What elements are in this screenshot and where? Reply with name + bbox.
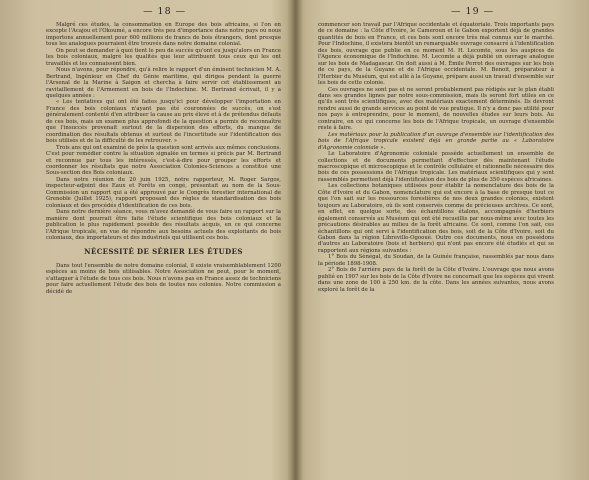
list-item: 2° Bois de l'arrière pays de la forêt de la Côte d'Ivoire. L'ouvrage que nous avons publié en 1907 sur les bois de la Côte d'Ivoire ne concernait que les espèces qui vivent dans une zone de 100 à 250 km. de la côte. Dans les années suivantes, nous avons exploré la forêt de la: [318, 267, 554, 293]
paragraph: Trois ans qui ont examiné de près la question sont arrivés aux mêmes conclusions. C'est pour remédier contre la situation signalée en termes si précis par M. Bertrand et reconnue par tous les intéressés, c'est-à-dire pour grouper les efforts et coordonner les résultats que notre Association Colonies-Sciences a constitué une Sous-section des Bois coloniaux.: [46, 144, 281, 177]
book-gutter: [287, 0, 303, 480]
paragraph: Ces ouvrages ne sont pas et ne seront probablement pas rédigés sur le plan établi dans ses grandes lignes par notre sous-commission, mais ils seront fort utiles en ce qu'ils sont très scientifiques, avec des matériaux exactement déterminés. Ils devront rendre aussi de grands services au point de vue pratique. Il n'y a donc pas utilité pour nos pays à entreprendre, pour le moment, de nouvelles études sur leurs bois. Au contraire, en ce qui concerne les bois de l'Afrique tropicale, un ouvrage d'ensemble reste à faire.: [318, 86, 554, 132]
right-page-number: — 19 —: [451, 6, 495, 17]
paragraph: Nous n'avons, pour répondre, qu'à relire le rapport d'un éminent technicien M. A. Bertrand, Ingénieur en Chef du Génie maritime, qui dirigea pendant la guerre l'Arsenal de la Marine à Saigon et chercha à faire servir cet établissement au ravitaillement de l'Armement en bois de l'Indochine. M. Bertrand écrivait, il y a quelques années :: [46, 67, 281, 99]
paragraph: Dans tout l'ensemble de notre domaine colonial, il existe vraisemblablement 1200 espèces au moins de bois utilisables. Notre Association ne peut, pour le moment, s'attaquer à l'étude de tous ces bois. Nous n'avons pas en France assez de techniciens pour faire actuellement l'étude des bois de toutes nos colonies. Notre commission a décidé de: [46, 262, 281, 295]
paragraph: Dans notre réunion du 20 juin 1925, notre rapporteur, M. Roger Sargos, inspecteur-adjoint des Eaux et Forêts en congé, présentait au nom de la Sous-Commission un rapport qui a été approuvé par le Congrès forestier international de Grenoble (Juillet 1925), rapport proposant des règles de standardisation des bois coloniaux et des procédés d'identification de ces bois.: [46, 176, 281, 209]
list-item: 1° Bois du Sénégal, du Soudan, de la Guinée française, rassemblés par nous dans la période 1898-1908.: [318, 254, 554, 267]
left-page-number: — 18 —: [143, 6, 187, 17]
section-heading: NÉCESSITÉ DE SÉRIER LES ÉTUDES: [84, 247, 243, 257]
italic-paragraph: Les matériaux pour la publication d'un ouvrage d'ensemble sur l'identification des bois de l'Afrique tropicale existent déjà en grande partie au « Laboratoire d'Agronomie coloniale ».: [318, 131, 554, 151]
right-page: [295, 0, 589, 480]
paragraph: Malgré ces études, la consommation en Europe des bois africains, si l'on en excepte l'Acajou et l'Okoumé, a encore très peu d'importance dans notre pays où nous importons annuellement pour 600 millions de francs de bois étrangers, dont presque tous les analogues pourraient être trouvés dans notre domaine colonial.: [46, 22, 281, 48]
paragraph: « Les tentatives qui ont été faites jusqu'ici pour développer l'importation en France des bois coloniaux n'ayant pas été couronnées de succès, on s'est généralement contenté d'en attribuer la cause au prix élevé et à de prétendus défauts de ces bois, mais un examen plus approfondi de la question a permis de reconnaître que l'insuccès provenait surtout de la dispersion des efforts, du manque de coordination des résultats obtenus et surtout de l'incertitude sur l'identification des bois utilisés et de la difficulté de les retrouver. »: [46, 99, 281, 145]
left-page: [0, 0, 294, 480]
left-text-column: [46, 22, 281, 295]
right-text-column: [318, 22, 554, 293]
paragraph: commencer son travail par l'Afrique occidentale et équatoriale. Trois importants pays de ce domaine : la Côte d'Ivoire, le Cameroun et le Gabon exportent déjà de grandes quantités de bois en France, et ces bois sont encore très mal connus sur le marché. Pour l'Indochine, il existera bientôt un remarquable ouvrage consacré à l'identification des bois, ouvrage que publie en ce moment M. H. Lecomte, sous les auspices de l'Agence économique de l'Indochine. M. Lecomte a déjà publié un ouvrage analogue sur les bois de Madagascar. On doit aussi à M. Émile Perrot des ouvrages sur les bois de ce pays, de la Guyane et de l'Afrique occidentale. M. Benoit, préparateur à l'Herbier du Muséum, qui est allé à la Guyane, prépare aussi un travail d'ensemble sur les bois de cette colonie.: [318, 22, 554, 87]
paragraph: Les collections botaniques utilisées pour établir la nomenclature des bois de la Côte d'Ivoire et du Gabon, nomenclature qui est encore à la base de presque tout ce que l'on sait sur les ressources forestières de nos deux grandes colonies, existent toujours au Laboratoire, où ils sont conservés comme de précieuses archives. Ce sont, en effet, en quelque sorte, des échantillons étalons, accompagnés d'herbiers également conservés au Muséum qui ont été recueillis par nous-même avec toutes les précautions désirables au milieu de la forêt africaine. Ce sont, comme l'on sait, ces échantillons qui ont servi à l'identification des bois, soit de la Côte d'Ivoire, soit du Gabon dans la région Libreville-Ogooué. Outre ces documents, nous en possédons d'autres au Laboratoire (bois et herbiers) qui n'ont pas encore été étudiés et qui se rapportent aux régions suivantes :: [318, 183, 554, 254]
paragraph: On peut se demander à quoi tient le peu de succès qu'ont eu jusqu'alors en France les bois coloniaux, malgré les qualités que leur attribuent tous ceux qui les ont travaillés et les connaissent bien.: [46, 47, 281, 67]
paragraph: Dans notre dernière séance, vous m'avez demandé de vous faire un rapport sur la manière dont pourrait être faite l'étude scientifique des bois coloniaux et la publication le plus rapidement possible des résultats acquis, en ce qui concerne l'Afrique tropicale, en vue de répondre aux besoins actuels des exploitants de bois coloniaux, des importateurs et des industriels qui utilisent ces bois.: [46, 209, 281, 241]
paragraph: Le Laboratoire d'Agronomie coloniale possède actuellement un ensemble de collections et de documents permettant d'effectuer dès maintenant l'étude macroscopique et microscopique et le contrôle cellulaire et rationnelle nécessaire des bois de ces possessions de l'Afrique tropicale. Les matériaux scientifiques qui y sont rassemblés permettent déjà l'identification des bois de plus de 350 espèces africaines.: [318, 151, 554, 183]
